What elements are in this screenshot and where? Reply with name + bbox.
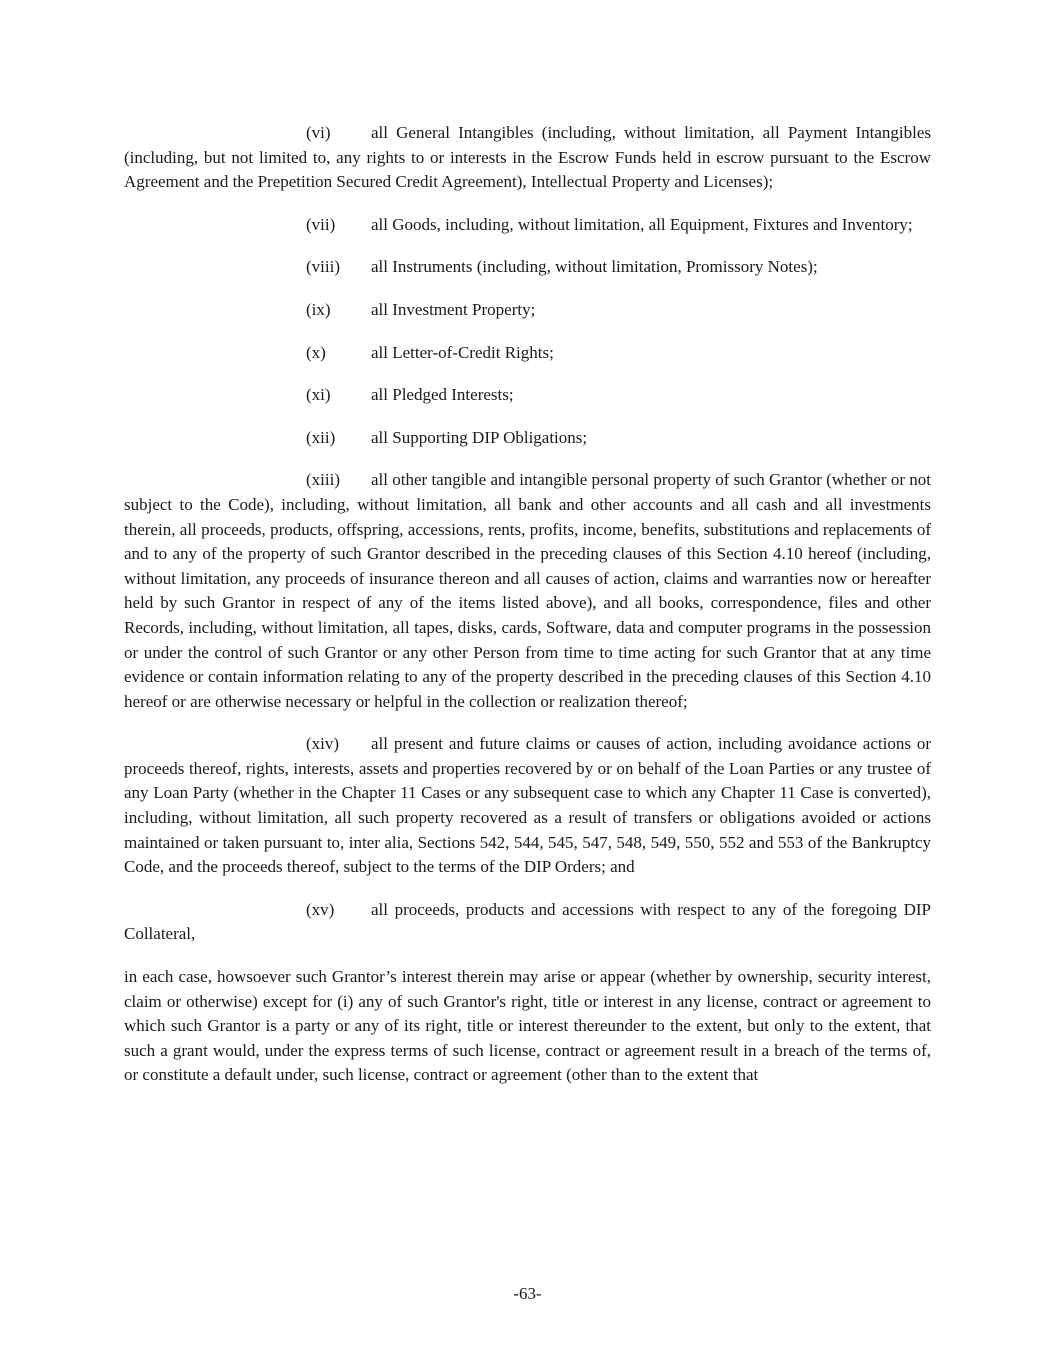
clause-number: (vii): [306, 214, 336, 234]
clause-paragraph: [124, 732, 931, 880]
clause-paragraph: [124, 341, 931, 366]
clause-paragraph: [124, 298, 931, 323]
clause-text: all Goods, including, without limitation, all Equipment, Fixtures and Inventory;: [371, 214, 913, 234]
clause-text: all Investment Property;: [371, 299, 536, 319]
clause-paragraph: [124, 468, 931, 714]
clause-paragraph: [124, 121, 931, 195]
clause-paragraph: [124, 898, 931, 947]
clause-list: [124, 121, 931, 947]
page-number: -63-: [513, 1284, 542, 1304]
clause-text: all General Intangibles (including, without limitation, all Payment Intangibles (including, but not limited to, any rights to or interests in the Escrow Funds held in escrow pursuant to the Escrow Agreement and the Prepetition Secured Credit Agreement), Intellectual Property and Licenses);: [124, 123, 931, 192]
clause-text: all Letter-of-Credit Rights;: [371, 342, 554, 362]
clause-number: (xiii): [306, 470, 340, 490]
page-footer: [0, 1282, 1055, 1307]
clause-number: (xii): [306, 427, 336, 447]
clause-number: (xv): [306, 899, 335, 919]
clause-number: (vi): [306, 123, 331, 142]
clause-number: (viii): [306, 257, 340, 277]
clause-text: all present and future claims or causes of action, including avoidance actions or proceeds thereof, rights, interests, assets and properties recovered by or on behalf of the Loan Parties or any trustee of any Loan Party (whether in the Chapter 11 Cases or any subsequent case to which any Chapter 11 Case is converted), including, without limitation, all such property recovered as a result of transfers or obligations avoided or actions maintained or taken pursuant to, inter alia, Sections 542, 544, 545, 547, 548, 549, 550, 552 and 553 of the Bankruptcy Code, and the proceeds thereof, subject to the terms of the DIP Orders; and: [124, 734, 931, 877]
clause-number: (ix): [306, 299, 331, 319]
clause-number: (xi): [306, 385, 331, 405]
closing-paragraph: in each case, howsoever such Grantor’s interest therein may arise or appear (whether by ownership, security interest, claim or otherwise) except for (i) any of such Grantor's right, title or interest in any license, contract or agreement to which such Grantor is a party or any of its right, title or interest thereunder to the extent, but only to the extent, that such a grant would, under the express terms of such license, contract or agreement result in a breach of the terms of, or constitute a default under, such license, contract or agreement (other than to the extent that: [124, 967, 931, 1085]
clause-text: all Pledged Interests;: [371, 385, 514, 405]
clause-text: all proceeds, products and accessions with respect to any of the foregoing DIP Collateral,: [124, 899, 931, 944]
clause-number: (x): [306, 342, 326, 362]
clause-paragraph: [124, 383, 931, 408]
clause-text: all other tangible and intangible personal property of such Grantor (whether or not subject to the Code), including, without limitation, all bank and other accounts and all cash and all investments therein, all proceeds, products, offspring, accessions, rents, profits, income, benefits, substitutions and replacements of and to any of the property of such Grantor described in the preceding clauses of this Section 4.10 hereof (including, without limitation, any proceeds of insurance thereon and all causes of action, claims and warranties now or hereafter held by such Grantor in respect of any of the items listed above), and all books, correspondence, files and other Records, including, without limitation, all tapes, disks, cards, Software, data and computer programs in the possession or under the control of such Grantor or any other Person from time to time acting for such Grantor that at any time evidence or contain information relating to any of the property described in the preceding clauses of this Section 4.10 hereof or are otherwise necessary or helpful in the collection or realization thereof;: [124, 470, 931, 711]
clause-paragraph: [124, 255, 931, 280]
clause-text: all Instruments (including, without limitation, Promissory Notes);: [371, 257, 818, 277]
clause-paragraph: [124, 426, 931, 451]
clause-number: (xiv): [306, 734, 340, 754]
clause-text: all Supporting DIP Obligations;: [371, 427, 588, 447]
clause-paragraph: [124, 213, 931, 238]
